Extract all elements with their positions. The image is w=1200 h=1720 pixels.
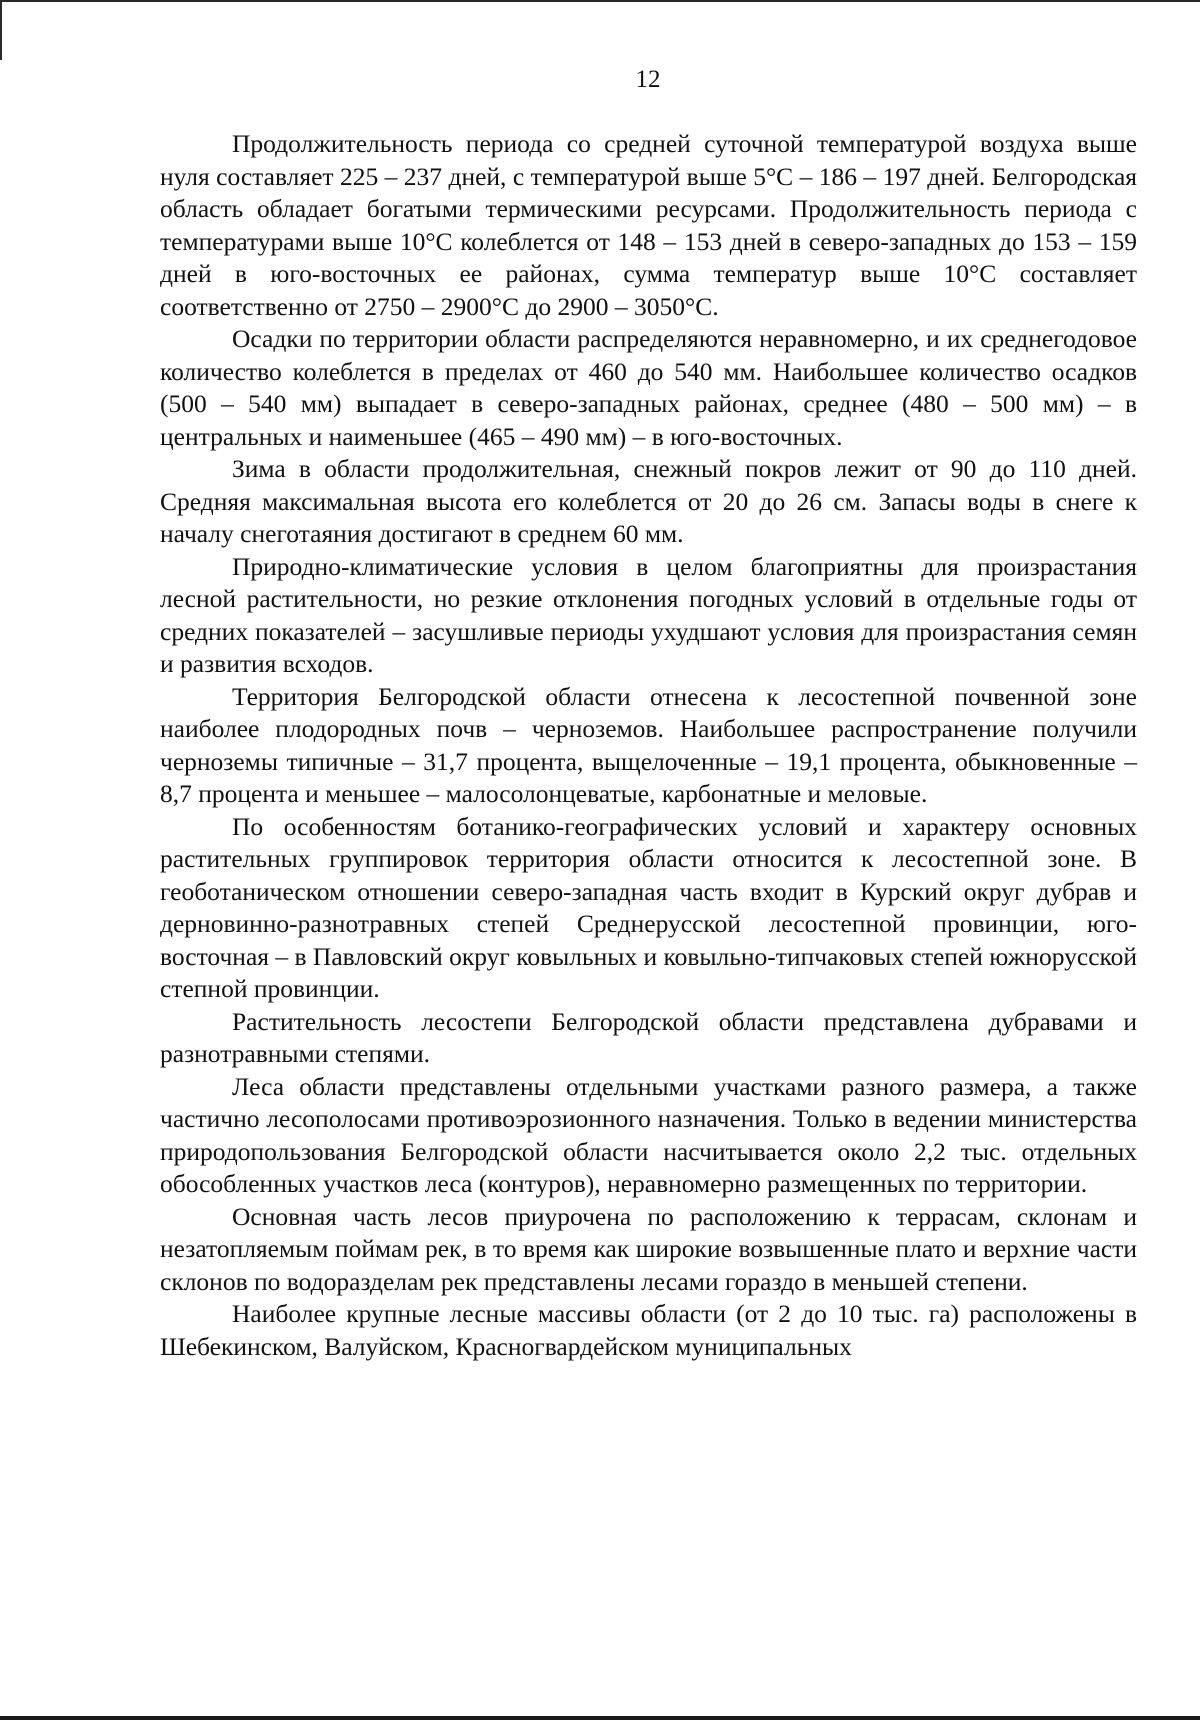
scan-edge-top (0, 0, 1200, 2)
paragraph-vegetation: Растительность лесостепи Белгородской области представлена дубравами и разнотравными степями. (160, 1006, 1137, 1068)
paragraph-climate-conditions: Природно-климатические условия в целом благоприятны для произрастания лесной растительности, но резкие отклонения погодных условий в отдельные годы от средних показателей – засушливые периоды ухудшают условия для произрастания семян и развития всходов. (160, 551, 1137, 678)
paragraph-large-forests: Наиболее крупные лесные массивы области (от 2 до 10 тыс. га) расположены в Шебекинском, Валуйском, Красногвардейском муниципальных (160, 1299, 1137, 1361)
scan-edge-bottom (0, 1716, 1200, 1720)
paragraph-forest-location: Основная часть лесов приурочена по расположению к террасам, склонам и незатопляемым поймам рек, в то время как широкие возвышенные плато и верхние части склонов по водоразделам рек представлены лесами гораздо в меньшей степени. (160, 1201, 1137, 1296)
paragraph-winter: Зима в области продолжительная, снежный покров лежит от 90 до 110 дней. Средняя максимальная высота его колеблется от 20 до 26 см. Запасы воды в снеге к началу снеготаяния достигают в среднем 60 мм. (160, 454, 1137, 548)
paragraph-precipitation: Осадки по территории области распределяются неравномерно, и их среднегодовое количество колеблется в пределах от 460 до 540 мм. Наибольшее количество осадков (500 – 540 мм) выпадает в северо-западных районах, среднее (480 – 500 мм) – в центральных и наименьшее (465 – 490 мм) – в юго-восточных. (160, 324, 1137, 451)
paragraph-temperature-period: Продолжительность периода со средней суточной температурой воздуха выше нуля составляет 225 – 237 дней, с температурой выше 5°С – 186 – 197 дней. Белгородская область обладает богатыми термическими ресурсами. Продолжительность периода с температурами выше 10°С колеблется от 148 – 153 дней в северо-западных до 153 – 159 дней в юго-восточных ее районах, сумма температур выше 10°С составляет соответственно от 2750 – 2900°С до 2900 – 3050°С. (160, 129, 1137, 321)
paragraph-soils: Территория Белгородской области отнесена к лесостепной почвенной зоне наиболее плодородных почв – черноземов. Наибольшее распространение получили черноземы типичные – 31,7 процента, выщелоченные – 19,1 процента, обыкновенные – 8,7 процента и меньшее – малосолонцеватые, карбонатные и меловые. (160, 681, 1137, 808)
scan-edge-left (0, 0, 2, 60)
body-text (160, 128, 1137, 1363)
paragraph-forest-plots: Леса области представлены отдельными участками разного размера, а также частично лесополосами противоэрозионного назначения. Только в ведении министерства природопользования Белгородской области насчитывается около 2,2 тыс. отдельных обособленных участков леса (контуров), неравномерно размещенных по территории. (160, 1071, 1137, 1198)
page-number: 12 (635, 66, 661, 93)
paragraph-botanical-geography: По особенностям ботанико-географических условий и характеру основных растительных группировок территория области относится к лесостепной зоне. В геоботаническом отношении северо-западная часть входит в Курский округ дубрав и дерновинно-разнотравных степей Среднерусской лесостепной провинции, юго-восточная – в Павловский округ ковыльных и ковыльно-типчаковых степей южнорусской степной провинции. (160, 811, 1137, 1003)
